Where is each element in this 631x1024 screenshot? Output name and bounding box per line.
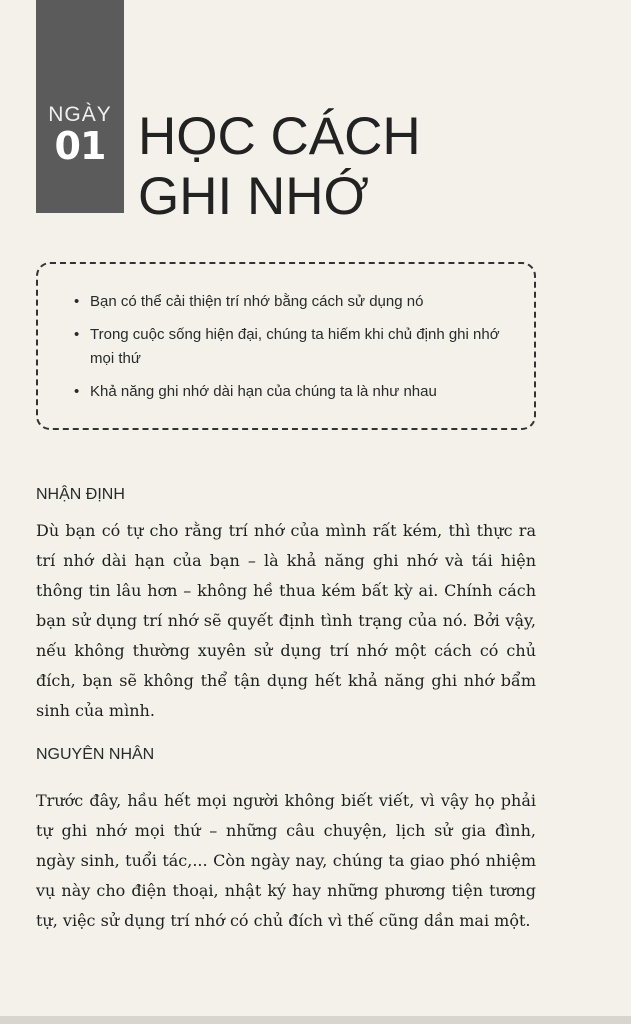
summary-item [74, 380, 514, 404]
bullet-icon: • [74, 326, 80, 343]
section-heading-nhan-dinh: NHẬN ĐỊNH [36, 486, 125, 503]
section-body-nhan-dinh: Dù bạn có tự cho rằng trí nhớ của mình rất kém, thì thực ra trí nhớ dài hạn của bạn – là khả năng ghi nhớ và tái hiện thông tin lâu hơn – không hề thua kém bất kỳ ai. Chính cách bạn sử dụng trí nhớ sẽ quyết định tình trạng của nó. Bởi vậy, nếu không thường xuyên sử dụng trí nhớ một cách có chủ đích, bạn sẽ không thể tận dụng hết khả năng ghi nhớ bẩm sinh của mình. [36, 521, 536, 720]
bullet-icon: • [74, 293, 80, 310]
page-edge [0, 1016, 631, 1024]
chapter-title [138, 107, 608, 227]
chapter-title-line-1: HỌC CÁCH [138, 107, 421, 166]
summary-item-text: Bạn có thể cải thiện trí nhớ bằng cách sử dụng nó [90, 293, 424, 310]
day-number: 01 [54, 124, 106, 168]
section-heading-nguyen-nhan: NGUYÊN NHÂN [36, 746, 155, 763]
section-body-nguyen-nhan: Trước đây, hầu hết mọi người không biết viết, vì vậy họ phải tự ghi nhớ mọi thứ – những câu chuyện, lịch sử gia đình, ngày sinh, tuổi tác,... Còn ngày nay, chúng ta giao phó nhiệm vụ này cho điện thoại, nhật ký hay những phương tiện tương tự, việc sử dụng trí nhớ có chủ đích vì thế cũng dần mai một. [36, 791, 536, 930]
day-label: NGÀY [48, 103, 112, 126]
chapter-title-line-2: GHI NHỚ [138, 167, 369, 226]
summary-item [74, 290, 514, 314]
summary-item-text: Trong cuộc sống hiện đại, chúng ta hiếm khi chủ định ghi nhớ mọi thứ [90, 326, 500, 367]
summary-list [74, 290, 514, 413]
summary-item [74, 323, 514, 371]
summary-item-text: Khả năng ghi nhớ dài hạn của chúng ta là như nhau [90, 383, 437, 400]
summary-box [36, 262, 536, 430]
bullet-icon: • [74, 383, 80, 400]
